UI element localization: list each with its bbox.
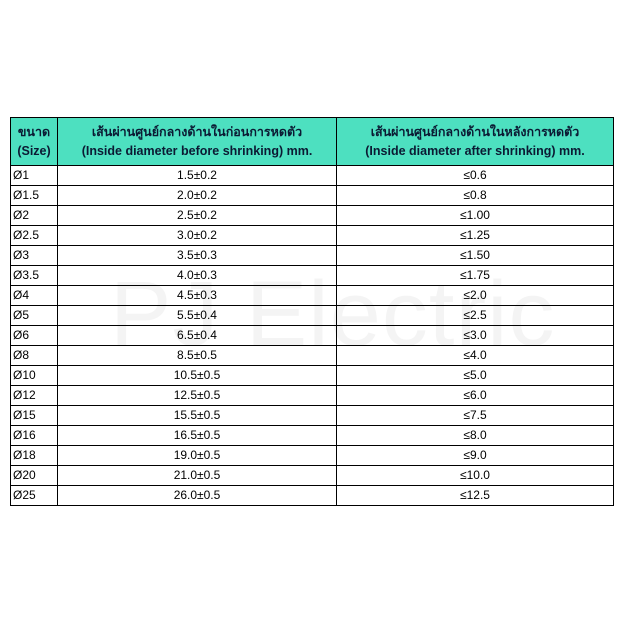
table-row	[11, 266, 614, 286]
before-header-english: (Inside diameter before shrinking) mm.	[81, 143, 313, 158]
size-cell: Ø1.5	[11, 186, 58, 206]
before-cell: 26.0±0.5	[58, 486, 337, 506]
table-row	[11, 166, 614, 186]
table-row	[11, 306, 614, 326]
size-cell: Ø8	[11, 346, 58, 366]
after-cell: ≤0.8	[337, 186, 614, 206]
table-row	[11, 346, 614, 366]
after-cell: ≤1.75	[337, 266, 614, 286]
size-cell: Ø20	[11, 466, 58, 486]
after-cell: ≤1.25	[337, 226, 614, 246]
header-row	[11, 118, 614, 166]
before-cell: 1.5±0.2	[58, 166, 337, 186]
after-header-english: (Inside diameter after shrinking) mm.	[365, 143, 585, 158]
size-cell: Ø18	[11, 446, 58, 466]
table-row	[11, 206, 614, 226]
table-row	[11, 406, 614, 426]
before-cell: 4.0±0.3	[58, 266, 337, 286]
size-cell: Ø4	[11, 286, 58, 306]
after-cell: ≤4.0	[337, 346, 614, 366]
before-cell: 3.0±0.2	[58, 226, 337, 246]
after-cell: ≤1.50	[337, 246, 614, 266]
before-cell: 19.0±0.5	[58, 446, 337, 466]
table-row	[11, 226, 614, 246]
table-row	[11, 366, 614, 386]
spec-table	[10, 117, 614, 506]
size-cell: Ø6	[11, 326, 58, 346]
table-row	[11, 386, 614, 406]
after-cell: ≤1.00	[337, 206, 614, 226]
after-cell: ≤8.0	[337, 426, 614, 446]
after-cell: ≤6.0	[337, 386, 614, 406]
before-header-thai: เส้นผ่านศูนย์กลางด้านในก่อนการหดตัว	[91, 124, 303, 139]
size-cell: Ø5	[11, 306, 58, 326]
before-cell: 10.5±0.5	[58, 366, 337, 386]
size-cell: Ø1	[11, 166, 58, 186]
after-cell: ≤3.0	[337, 326, 614, 346]
table-row	[11, 286, 614, 306]
before-cell: 15.5±0.5	[58, 406, 337, 426]
before-cell: 2.0±0.2	[58, 186, 337, 206]
before-cell: 12.5±0.5	[58, 386, 337, 406]
table-row	[11, 326, 614, 346]
before-cell: 21.0±0.5	[58, 466, 337, 486]
before-cell: 5.5±0.4	[58, 306, 337, 326]
table-row	[11, 446, 614, 466]
after-header	[337, 118, 614, 166]
after-cell: ≤2.5	[337, 306, 614, 326]
size-header	[11, 118, 58, 166]
size-cell: Ø3.5	[11, 266, 58, 286]
after-cell: ≤5.0	[337, 366, 614, 386]
before-cell: 4.5±0.3	[58, 286, 337, 306]
table-body	[11, 166, 614, 506]
size-header-english: (Size)	[17, 143, 51, 158]
after-cell: ≤9.0	[337, 446, 614, 466]
size-cell: Ø2	[11, 206, 58, 226]
size-cell: Ø2.5	[11, 226, 58, 246]
before-header	[58, 118, 337, 166]
before-cell: 6.5±0.4	[58, 326, 337, 346]
before-cell: 3.5±0.3	[58, 246, 337, 266]
after-cell: ≤12.5	[337, 486, 614, 506]
size-cell: Ø16	[11, 426, 58, 446]
size-cell: Ø10	[11, 366, 58, 386]
after-header-thai: เส้นผ่านศูนย์กลางด้านในหลังการหดตัว	[370, 124, 580, 139]
before-cell: 16.5±0.5	[58, 426, 337, 446]
size-cell: Ø3	[11, 246, 58, 266]
before-cell: 8.5±0.5	[58, 346, 337, 366]
size-cell: Ø15	[11, 406, 58, 426]
table-row	[11, 246, 614, 266]
table-row	[11, 426, 614, 446]
after-cell: ≤10.0	[337, 466, 614, 486]
after-cell: ≤7.5	[337, 406, 614, 426]
after-cell: ≤2.0	[337, 286, 614, 306]
size-cell: Ø25	[11, 486, 58, 506]
size-cell: Ø12	[11, 386, 58, 406]
table-row	[11, 486, 614, 506]
before-cell: 2.5±0.2	[58, 206, 337, 226]
table-row	[11, 466, 614, 486]
size-header-thai: ขนาด	[17, 124, 51, 139]
after-cell: ≤0.6	[337, 166, 614, 186]
table-row	[11, 186, 614, 206]
